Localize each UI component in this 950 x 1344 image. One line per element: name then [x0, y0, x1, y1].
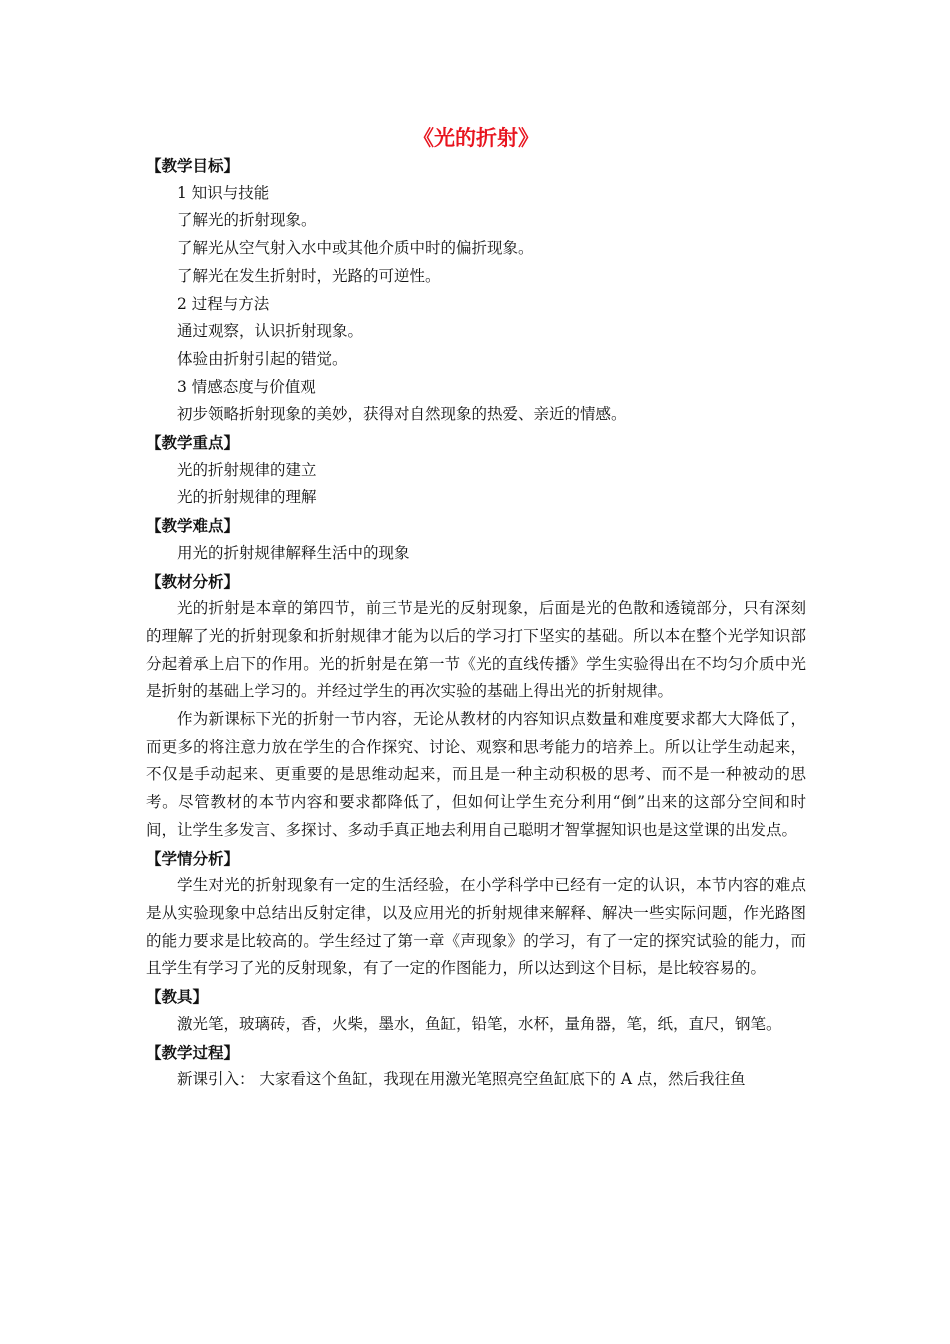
section-heading: 【教学过程】 — [146, 1042, 240, 1062]
body-paragraph: 新课引入： 大家看这个鱼缸，我现在用激光笔照亮空鱼缸底下的 A 点，然后我往鱼 — [177, 1070, 746, 1089]
section-tools — [146, 983, 806, 1038]
section-heading: 【教学目标】 — [146, 156, 240, 175]
key-point-line: 光的折射规律的理解 — [177, 488, 317, 507]
key-point-line: 光的折射规律的建立 — [177, 460, 317, 479]
document-title: 《光的折射》 — [413, 125, 539, 150]
section-textbook-analysis — [146, 568, 806, 845]
section-heading: 【学情分析】 — [146, 848, 240, 868]
objective-line: 了解光从空气射入水中或其他介质中时的偏折现象。 — [177, 239, 534, 258]
section-objectives — [146, 152, 806, 429]
objective-line: 2 过程与方法 — [177, 294, 270, 313]
section-difficulties — [146, 512, 806, 567]
section-student-analysis — [146, 845, 806, 984]
section-heading: 【教学难点】 — [146, 516, 240, 536]
objective-line: 通过观察，认识折射现象。 — [177, 322, 364, 341]
section-process — [146, 1039, 806, 1094]
body-paragraph: 学生对光的折射现象有一定的生活经验，在小学科学中已经有一定的认识，本节内容的难点是从实验现象中总结出反射定律，以及应用光的折射规律来解释、解决一些实际问题，作光路图的能力要求是比较高的。学生经过了第一章《声现象》的学习，有了一定的探究试验的能力，而且学生有学习了光的反射现象，有了一定的作图能力，所以达到这个目标，是比较容易的。 — [146, 876, 806, 978]
objective-line: 了解光在发生折射时，光路的可逆性。 — [177, 266, 441, 285]
objective-line: 1 知识与技能 — [177, 183, 270, 202]
section-heading: 【教学重点】 — [146, 433, 240, 453]
body-paragraph: 作为新课标下光的折射一节内容，无论从教材的内容知识点数量和难度要求都大大降低了，而更多的将注意力放在学生的合作探究、讨论、观察和思考能力的培养上。所以让学生动起来，不仅是手动起来、更重要的是思维动起来，而且是一种主动积极的思考、而不是一种被动的思考。尽管教材的本节内容和要求都降低了，但如何让学生充分利用“倒”出来的这部分空间和时间，让学生多发言、多探讨、多动手真正地去利用自己聪明才智掌握知识也是这堂课的出发点。 — [146, 710, 806, 839]
objective-line: 3 情感态度与价值观 — [177, 377, 316, 396]
objective-line: 了解光的折射现象。 — [177, 211, 317, 230]
section-heading: 【教材分析】 — [146, 571, 240, 591]
document-page — [146, 124, 806, 1094]
objective-line: 体验由折射引起的错觉。 — [177, 349, 348, 368]
section-key-points — [146, 429, 806, 512]
body-paragraph: 激光笔，玻璃砖，香，火柴，墨水，鱼缸，铅笔，水杯，量角器，笔，纸，直尺，钢笔。 — [177, 1014, 782, 1033]
section-heading: 【教具】 — [146, 987, 209, 1007]
objective-line: 初步领略折射现象的美妙，获得对自然现象的热爱、亲近的情感。 — [177, 405, 627, 424]
difficulty-line: 用光的折射规律解释生活中的现象 — [177, 543, 410, 562]
body-paragraph: 光的折射是本章的第四节，前三节是光的反射现象，后面是光的色散和透镜部分，只有深刻的理解了光的折射现象和折射规律才能为以后的学习打下坚实的基础。所以本在整个光学知识部分起着承上启下的作用。光的折射是在第一节《光的直线传播》学生实验得出在不均匀介质中光是折射的基础上学习的。并经过学生的再次实验的基础上得出光的折射规律。 — [146, 599, 806, 701]
